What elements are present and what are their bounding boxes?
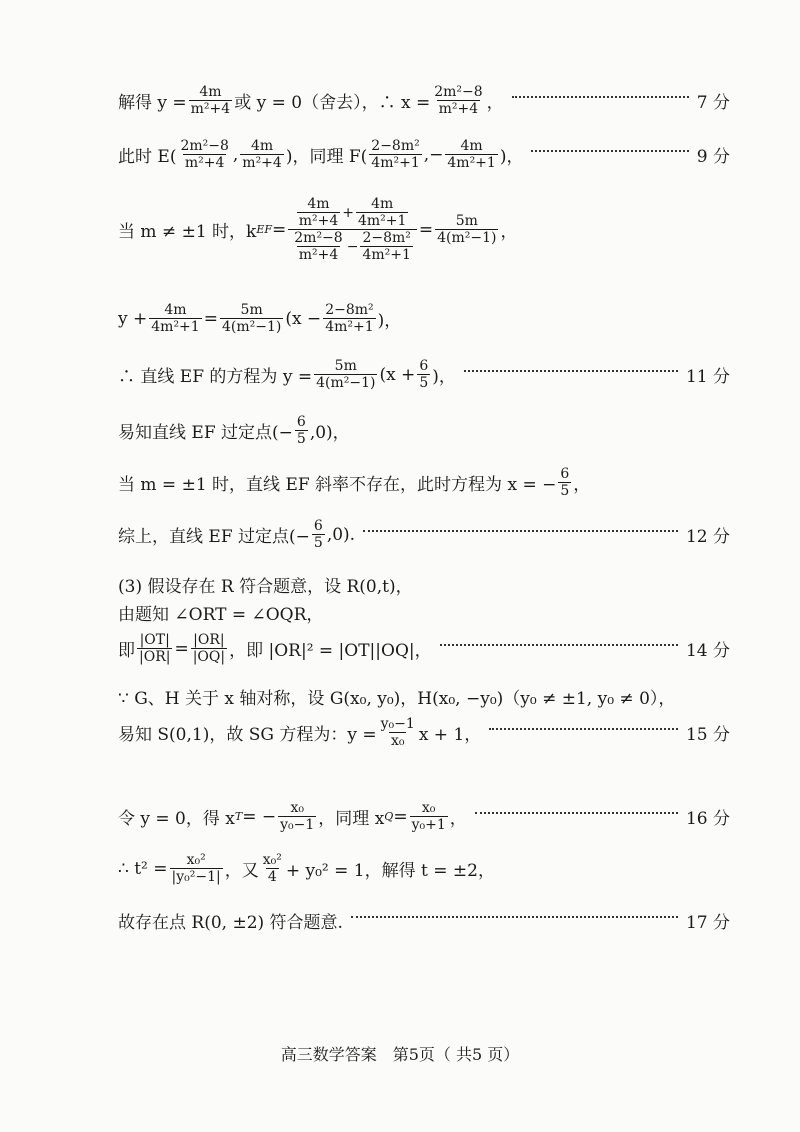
text: ,0). xyxy=(326,524,356,545)
text: 故存在点 R(0, ±2) 符合题意. xyxy=(118,913,343,933)
numerator: x₀ xyxy=(421,800,436,816)
denominator: 4(m²−1) xyxy=(316,375,376,392)
numerator: 4m xyxy=(164,302,187,318)
numerator: 4m xyxy=(199,84,222,100)
fraction xyxy=(356,196,408,229)
numerator: 4m xyxy=(460,138,483,154)
dot-leader xyxy=(440,644,678,646)
operator: + xyxy=(342,204,354,221)
fraction xyxy=(432,84,484,117)
text: 当 m = ±1 时，直线 EF 斜率不存在，此时方程为 x = − xyxy=(118,475,557,496)
answer-line-8 xyxy=(118,518,730,551)
text: x + 1， xyxy=(418,725,482,746)
text: ，又 xyxy=(224,861,259,882)
text: )，同理 F( xyxy=(285,147,368,168)
text: 即 xyxy=(118,641,135,662)
text: 解得 y = xyxy=(118,93,187,114)
numerator: 6 xyxy=(296,414,306,430)
fraction xyxy=(410,800,448,833)
text: + y₀² = 1，解得 t = ±2， xyxy=(285,861,495,882)
answer-line-1 xyxy=(118,84,730,117)
denominator: |y₀²−1| xyxy=(171,869,221,886)
answer-line-10 xyxy=(118,600,730,625)
numerator: 2−8m² xyxy=(371,138,420,154)
text: ，同理 x xyxy=(318,809,385,830)
denominator: m²+4 xyxy=(190,101,231,118)
dot-leader xyxy=(531,150,688,152)
answer-line-16 xyxy=(118,908,730,933)
numerator: y₀−1 xyxy=(380,716,415,732)
text: 易知直线 EF 过定点(− xyxy=(118,423,293,444)
denominator: 4m²+1 xyxy=(151,319,200,336)
numerator: 2m²−8 xyxy=(180,138,229,154)
fraction xyxy=(323,302,375,335)
numerator: 4m xyxy=(250,138,274,154)
numerator: |OT| xyxy=(139,632,170,648)
denominator: 5 xyxy=(419,375,429,392)
text: ， xyxy=(500,222,518,243)
answer-line-14 xyxy=(118,800,730,833)
subscript: Q xyxy=(384,810,394,824)
answer-line-6 xyxy=(118,414,730,447)
score-label: 15 分 xyxy=(685,725,730,746)
numerator: 6 xyxy=(560,466,570,482)
fraction xyxy=(191,632,227,665)
answer-line-15 xyxy=(118,852,730,885)
denominator: m²+4 xyxy=(184,155,225,172)
dot-leader xyxy=(351,916,678,918)
score-label: 11 分 xyxy=(685,367,730,388)
denominator: m²+4 xyxy=(438,101,479,118)
operator: − xyxy=(346,238,359,255)
subscript: T xyxy=(234,810,243,824)
answer-line-4 xyxy=(118,302,730,335)
compound-denominator xyxy=(288,229,417,263)
answer-line-5 xyxy=(118,358,730,391)
text: 综上，直线 EF 过定点(− xyxy=(118,527,310,548)
fraction xyxy=(240,138,284,171)
fraction xyxy=(379,716,417,749)
fraction xyxy=(312,518,325,551)
denominator: 4 xyxy=(267,869,277,886)
fraction xyxy=(314,358,377,391)
text: ,− xyxy=(423,144,444,165)
denominator: 4m²+1 xyxy=(357,213,407,230)
denominator: 4m²+1 xyxy=(325,319,374,336)
score-label: 7 分 xyxy=(696,93,730,114)
text: 或 y = 0（舍去），∴ x = xyxy=(234,93,431,114)
text: (x + xyxy=(379,364,416,385)
text: y + xyxy=(118,308,148,329)
text: ，即 |OR|² = |OT||OQ|， xyxy=(229,641,432,662)
numerator: 4m xyxy=(371,196,394,212)
score-label: 14 分 xyxy=(685,641,730,662)
text: = xyxy=(203,308,218,329)
denominator: x₀ xyxy=(390,733,405,750)
fraction xyxy=(445,138,497,171)
fraction xyxy=(360,230,412,263)
denominator: 4(m²−1) xyxy=(221,319,282,336)
numerator: 2−8m² xyxy=(362,230,411,247)
denominator: y₀+1 xyxy=(411,817,446,834)
text: ∴ 直线 EF 的方程为 y = xyxy=(118,367,313,388)
text: (3) 假设存在 R 符合题意，设 R(0,t)， xyxy=(118,577,413,597)
score-label: 12 分 xyxy=(685,527,730,548)
answer-line-11 xyxy=(118,632,730,665)
fraction xyxy=(137,632,172,665)
dot-leader xyxy=(363,530,678,532)
numerator: 5m xyxy=(240,302,263,318)
text: 此时 E( xyxy=(118,147,177,168)
denominator: 5 xyxy=(560,483,570,500)
denominator: |OR| xyxy=(139,649,171,666)
denominator: |OQ| xyxy=(192,649,226,666)
denominator: 4m²+1 xyxy=(371,155,420,172)
numerator: 5m xyxy=(455,213,478,230)
text: 当 m ≠ ±1 时，k xyxy=(118,222,257,243)
compound-numerator xyxy=(293,196,413,229)
denominator: 4m²+1 xyxy=(362,247,411,264)
fraction xyxy=(170,852,223,885)
text: = xyxy=(272,219,287,240)
numerator: |OR| xyxy=(193,632,225,648)
numerator: 6 xyxy=(313,518,323,534)
fraction xyxy=(558,466,571,499)
numerator: 5m xyxy=(334,358,357,374)
denominator: m²+4 xyxy=(242,155,282,172)
text: ,0)， xyxy=(309,423,350,444)
answer-line-2 xyxy=(118,138,730,171)
denominator: 4m²+1 xyxy=(447,155,496,172)
answer-line-9 xyxy=(118,572,730,597)
text: = xyxy=(418,219,434,240)
numerator: 4m xyxy=(307,196,330,212)
score-label: 17 分 xyxy=(685,913,730,933)
subscript: EF xyxy=(256,223,273,237)
text: ， xyxy=(449,809,467,830)
denominator: 5 xyxy=(296,431,306,448)
compound-fraction xyxy=(288,196,417,263)
text: )， xyxy=(432,367,456,388)
text: 由题知 ∠ORT = ∠OQR， xyxy=(118,605,324,625)
score-label: 16 分 xyxy=(685,809,730,830)
text: )， xyxy=(377,311,402,332)
text: ∴ t² = xyxy=(118,858,168,879)
answer-line-12 xyxy=(118,684,730,709)
text: , xyxy=(232,144,239,165)
text: (x − xyxy=(285,308,322,329)
numerator: 6 xyxy=(419,358,429,374)
dot-leader xyxy=(489,728,678,730)
fraction xyxy=(189,84,233,117)
text: )， xyxy=(499,147,524,168)
text: ， xyxy=(573,475,591,496)
denominator: y₀−1 xyxy=(280,817,315,834)
score-label: 9 分 xyxy=(696,147,730,168)
denominator: 4(m²−1) xyxy=(437,230,497,247)
text: 令 y = 0，得 x xyxy=(118,809,235,830)
fraction xyxy=(369,138,421,171)
numerator: 2m²−8 xyxy=(434,84,483,100)
fraction xyxy=(178,138,230,171)
fraction xyxy=(297,196,341,229)
text: 易知 S(0,1)，故 SG 方程为：y = xyxy=(118,725,377,746)
denominator: m²+4 xyxy=(298,213,339,230)
numerator: x₀² xyxy=(262,852,282,868)
fraction xyxy=(261,852,284,885)
fraction xyxy=(278,800,316,833)
dot-leader xyxy=(512,96,689,98)
page-footer: 高三数学答案 第5页（ 共5 页） xyxy=(280,1045,520,1064)
answer-line-3 xyxy=(118,196,730,263)
denominator: 5 xyxy=(313,535,323,552)
fraction xyxy=(295,414,308,447)
fraction xyxy=(435,213,498,246)
answer-line-7 xyxy=(118,466,730,499)
denominator: m²+4 xyxy=(298,247,339,264)
dot-leader xyxy=(475,812,678,814)
dot-leader xyxy=(464,370,678,372)
text: = xyxy=(393,806,408,827)
fraction xyxy=(220,302,283,335)
text: ∵ G、H 关于 x 轴对称，设 G(x₀, y₀)，H(x₀, −y₀)（y₀ ≠ ±1, y₀ ≠ 0）， xyxy=(118,689,676,709)
text: = xyxy=(174,638,189,659)
answer-line-13 xyxy=(118,716,730,749)
numerator: x₀ xyxy=(290,800,304,816)
text: = − xyxy=(242,806,277,827)
numerator: 2−8m² xyxy=(325,302,374,318)
fraction xyxy=(149,302,201,335)
numerator: x₀² xyxy=(186,852,206,868)
fraction xyxy=(292,230,344,263)
text: ， xyxy=(486,93,504,114)
fraction xyxy=(417,358,430,391)
numerator: 2m²−8 xyxy=(294,230,343,247)
